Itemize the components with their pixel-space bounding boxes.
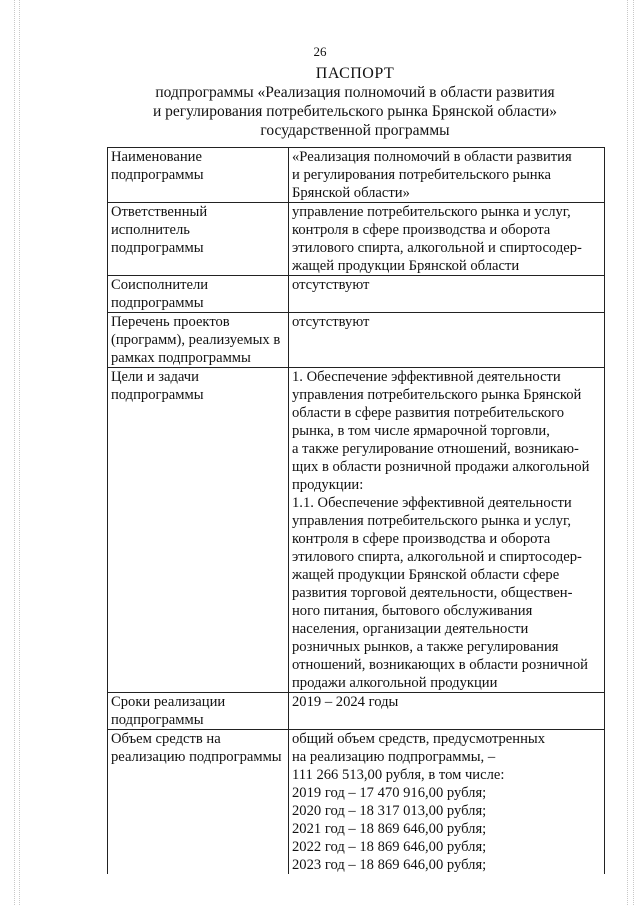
value-line: «Реализация полномочий в области развития (292, 149, 572, 165)
value-line: управления потребительского рынка и услуг, (292, 513, 571, 529)
value-line: этилового спирта, алкогольной и спиртосодер- (292, 240, 582, 256)
value-line: рынка, в том числе ярмарочной торговли, (292, 423, 550, 439)
label-line: подпрограммы (111, 240, 204, 256)
table-row-responsible (108, 203, 605, 276)
value-line: развития торговой деятельности, обществен- (292, 585, 573, 601)
scan-edge-right-inner (627, 0, 628, 905)
row-value (289, 313, 605, 368)
value-line: управление потребительского рынка и услуг, (292, 204, 571, 220)
value-line: 2021 год – 18 869 646,00 рубля; (292, 821, 487, 837)
value-line: отсутствуют (292, 314, 370, 330)
label-line: (программ), реализуемых в (111, 332, 281, 348)
scan-edge-left-outer (14, 0, 15, 905)
label-line: Объем средств на (111, 731, 221, 747)
row-label (108, 148, 289, 203)
label-line: подпрограммы (111, 295, 204, 311)
row-label (108, 313, 289, 368)
value-line: продажи алкогольной продукции (292, 675, 498, 691)
value-line: 2020 год – 18 317 013,00 рубля; (292, 803, 487, 819)
table-row-name (108, 148, 605, 203)
row-label (108, 730, 289, 875)
value-line: жащей продукции Брянской области сфере (292, 567, 560, 583)
value-line: контроля в сфере производства и оборота (292, 222, 551, 238)
table-row-projects (108, 313, 605, 368)
value-line: 2023 год – 18 869 646,00 рубля; (292, 857, 487, 873)
value-line: розничных рынков, а также регулирования (292, 639, 559, 655)
value-line: жащей продукции Брянской области (292, 258, 520, 274)
value-line: отношений, возникающих в области розничной (292, 657, 588, 673)
label-line: подпрограммы (111, 167, 204, 183)
table-row-funding (108, 730, 605, 875)
value-line: общий объем средств, предусмотренных (292, 731, 546, 747)
label-line: Наименование (111, 149, 202, 165)
document-title: ПАСПОРТ (315, 65, 395, 82)
row-label (108, 368, 289, 693)
value-line: населения, организации деятельности (292, 621, 529, 637)
table-row-goals (108, 368, 605, 693)
value-line: 1.1. Обеспечение эффективной деятельности (292, 495, 572, 511)
heading-subtitle-line: государственной программы (260, 122, 450, 139)
scan-edge-right-outer (633, 0, 634, 905)
value-line: на реализацию подпрограммы, – (292, 749, 496, 765)
label-line: Цели и задачи (111, 369, 199, 385)
value-line: а также регулирование отношений, возникаю- (292, 441, 579, 457)
label-line: подпрограммы (111, 712, 204, 728)
label-line: Сроки реализации (111, 694, 226, 710)
value-line: щих в области розничной продажи алкогольной (292, 459, 590, 475)
value-line: Брянской области» (292, 185, 410, 201)
value-line: 111 266 513,00 рубля, в том числе: (292, 767, 505, 783)
value-line: 2022 год – 18 869 646,00 рубля; (292, 839, 487, 855)
row-label (108, 276, 289, 313)
document-heading (100, 64, 610, 140)
value-line: управления потребительского рынка Брянской (292, 387, 582, 403)
heading-subtitle-line: подпрограммы «Реализация полномочий в области развития (155, 84, 555, 101)
label-line: Перечень проектов (111, 314, 230, 330)
label-line: Соисполнители (111, 277, 209, 293)
row-value (289, 368, 605, 693)
label-line: рамках подпрограммы (111, 350, 251, 366)
row-label (108, 693, 289, 730)
row-label (108, 203, 289, 276)
row-value (289, 148, 605, 203)
table-row-coexecutors (108, 276, 605, 313)
label-line: исполнитель (111, 222, 190, 238)
page-number: 26 (313, 44, 327, 59)
value-line: 1. Обеспечение эффективной деятельности (292, 369, 561, 385)
value-line: 2019 год – 17 470 916,00 рубля; (292, 785, 487, 801)
value-line: продукции: (292, 477, 364, 493)
row-value (289, 276, 605, 313)
value-line: отсутствуют (292, 277, 370, 293)
label-line: Ответственный (111, 204, 208, 220)
row-value (289, 693, 605, 730)
value-line: ного питания, бытового обслуживания (292, 603, 533, 619)
row-value (289, 730, 605, 875)
table-row-timeline (108, 693, 605, 730)
value-line: контроля в сфере производства и оборота (292, 531, 551, 547)
label-line: подпрограммы (111, 387, 204, 403)
label-line: реализацию подпрограммы (111, 749, 282, 765)
scan-edge-left-inner (19, 0, 20, 905)
heading-subtitle-line: и регулирования потребительского рынка Брянской области» (152, 103, 558, 120)
value-line: и регулирования потребительского рынка (292, 167, 551, 183)
row-value (289, 203, 605, 276)
value-line: 2019 – 2024 годы (292, 694, 399, 710)
value-line: области в сфере развития потребительского (292, 405, 565, 421)
value-line: этилового спирта, алкогольной и спиртосодер- (292, 549, 582, 565)
passport-table (107, 147, 605, 874)
